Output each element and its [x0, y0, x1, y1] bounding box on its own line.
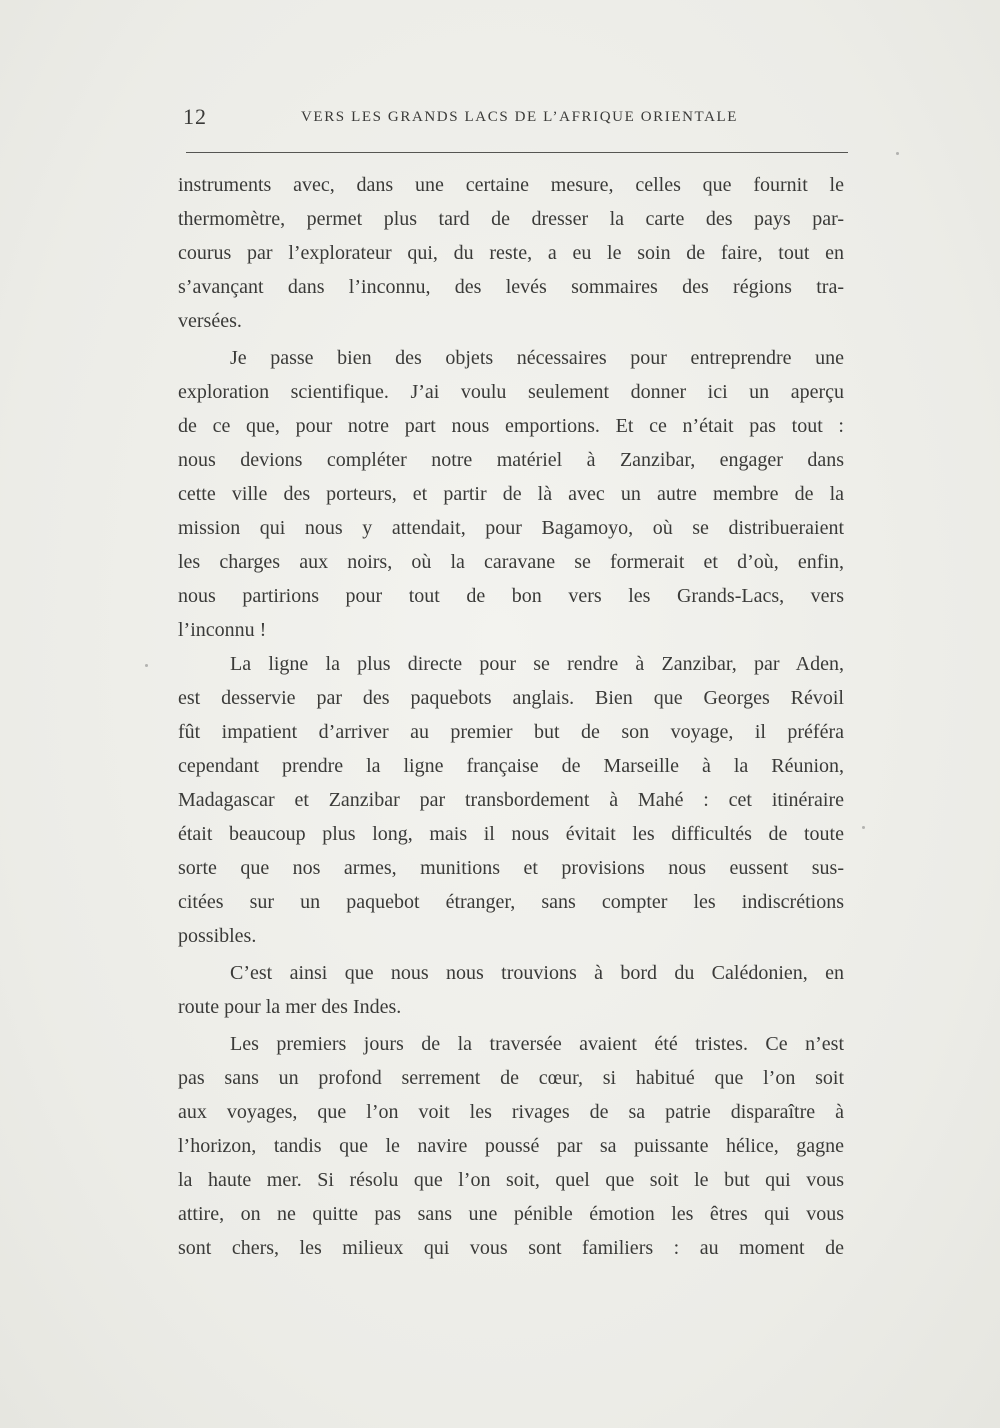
text-line: est desservie par des paquebots anglais. Bien que Georges Révoil	[178, 687, 844, 709]
header-rule	[186, 152, 848, 153]
text-line: la haute mer. Si résolu que l’on soit, quel que soit le but qui vous	[178, 1169, 844, 1191]
text-line: pas sans un profond serrement de cœur, si habitué que l’on soit	[178, 1067, 844, 1089]
text-line: cependant prendre la ligne française de Marseille à la Réunion,	[178, 755, 844, 777]
text-line: l’horizon, tandis que le navire poussé par sa puissante hélice, gagne	[178, 1135, 844, 1157]
paragraph	[178, 647, 844, 953]
scan-speck	[145, 664, 148, 667]
scan-speck	[862, 826, 865, 829]
text-line: fût impatient d’arriver au premier but de son voyage, il préféra	[178, 721, 844, 743]
paragraph	[178, 168, 844, 338]
text-line: Je passe bien des objets nécessaires pour entreprendre une	[230, 347, 844, 369]
text-line: l’inconnu !	[178, 619, 267, 641]
text-line: attire, on ne quitte pas sans une pénible émotion les êtres qui vous	[178, 1203, 844, 1225]
text-line: mission qui nous y attendait, pour Bagamoyo, où se distribueraient	[178, 517, 844, 539]
text-line: possibles.	[178, 925, 257, 947]
paragraph	[178, 956, 844, 1024]
text-line: exploration scientifique. J’ai voulu seulement donner ici un aperçu	[178, 381, 844, 403]
text-line: les charges aux noirs, où la caravane se formerait et d’où, enfin,	[178, 551, 844, 573]
page-header	[183, 104, 847, 134]
text-line: versées.	[178, 310, 242, 332]
text-line: La ligne la plus directe pour se rendre à Zanzibar, par Aden,	[230, 653, 844, 675]
text-line: nous partirions pour tout de bon vers les Grands-Lacs, vers	[178, 585, 844, 607]
text-line: cette ville des porteurs, et partir de là avec un autre membre de la	[178, 483, 844, 505]
text-line: courus par l’explorateur qui, du reste, a eu le soin de faire, tout en	[178, 242, 844, 264]
text-line: s’avançant dans l’inconnu, des levés sommaires des régions tra-	[178, 276, 844, 298]
text-line: citées sur un paquebot étranger, sans compter les indiscrétions	[178, 891, 844, 913]
text-line: aux voyages, que l’on voit les rivages de sa patrie disparaître à	[178, 1101, 844, 1123]
text-line: sorte que nos armes, munitions et provisions nous eussent sus-	[178, 857, 844, 879]
paragraph	[178, 1027, 844, 1265]
text-line: route pour la mer des Indes.	[178, 996, 402, 1018]
text-line: de ce que, pour notre part nous emportions. Et ce n’était pas tout :	[178, 415, 844, 437]
text-line: Les premiers jours de la traversée avaient été tristes. Ce n’est	[230, 1033, 844, 1055]
page-number: 12	[183, 104, 207, 129]
running-title: VERS LES GRANDS LACS DE L’AFRIQUE ORIENTALE	[301, 109, 739, 125]
text-line: était beaucoup plus long, mais il nous évitait les difficultés de toute	[178, 823, 844, 845]
text-line: Madagascar et Zanzibar par transbordement à Mahé : cet itinéraire	[178, 789, 844, 811]
text-line: instruments avec, dans une certaine mesure, celles que fournit le	[178, 174, 844, 196]
text-line: nous devions compléter notre matériel à Zanzibar, engager dans	[178, 449, 844, 471]
text-line: C’est ainsi que nous nous trouvions à bord du Calédonien, en	[230, 962, 844, 984]
scan-speck	[896, 152, 899, 155]
text-line: sont chers, les milieux qui vous sont familiers : au moment de	[178, 1237, 844, 1259]
paragraph	[178, 341, 844, 647]
text-line: thermomètre, permet plus tard de dresser la carte des pays par-	[178, 208, 844, 230]
body-text	[178, 168, 844, 1265]
